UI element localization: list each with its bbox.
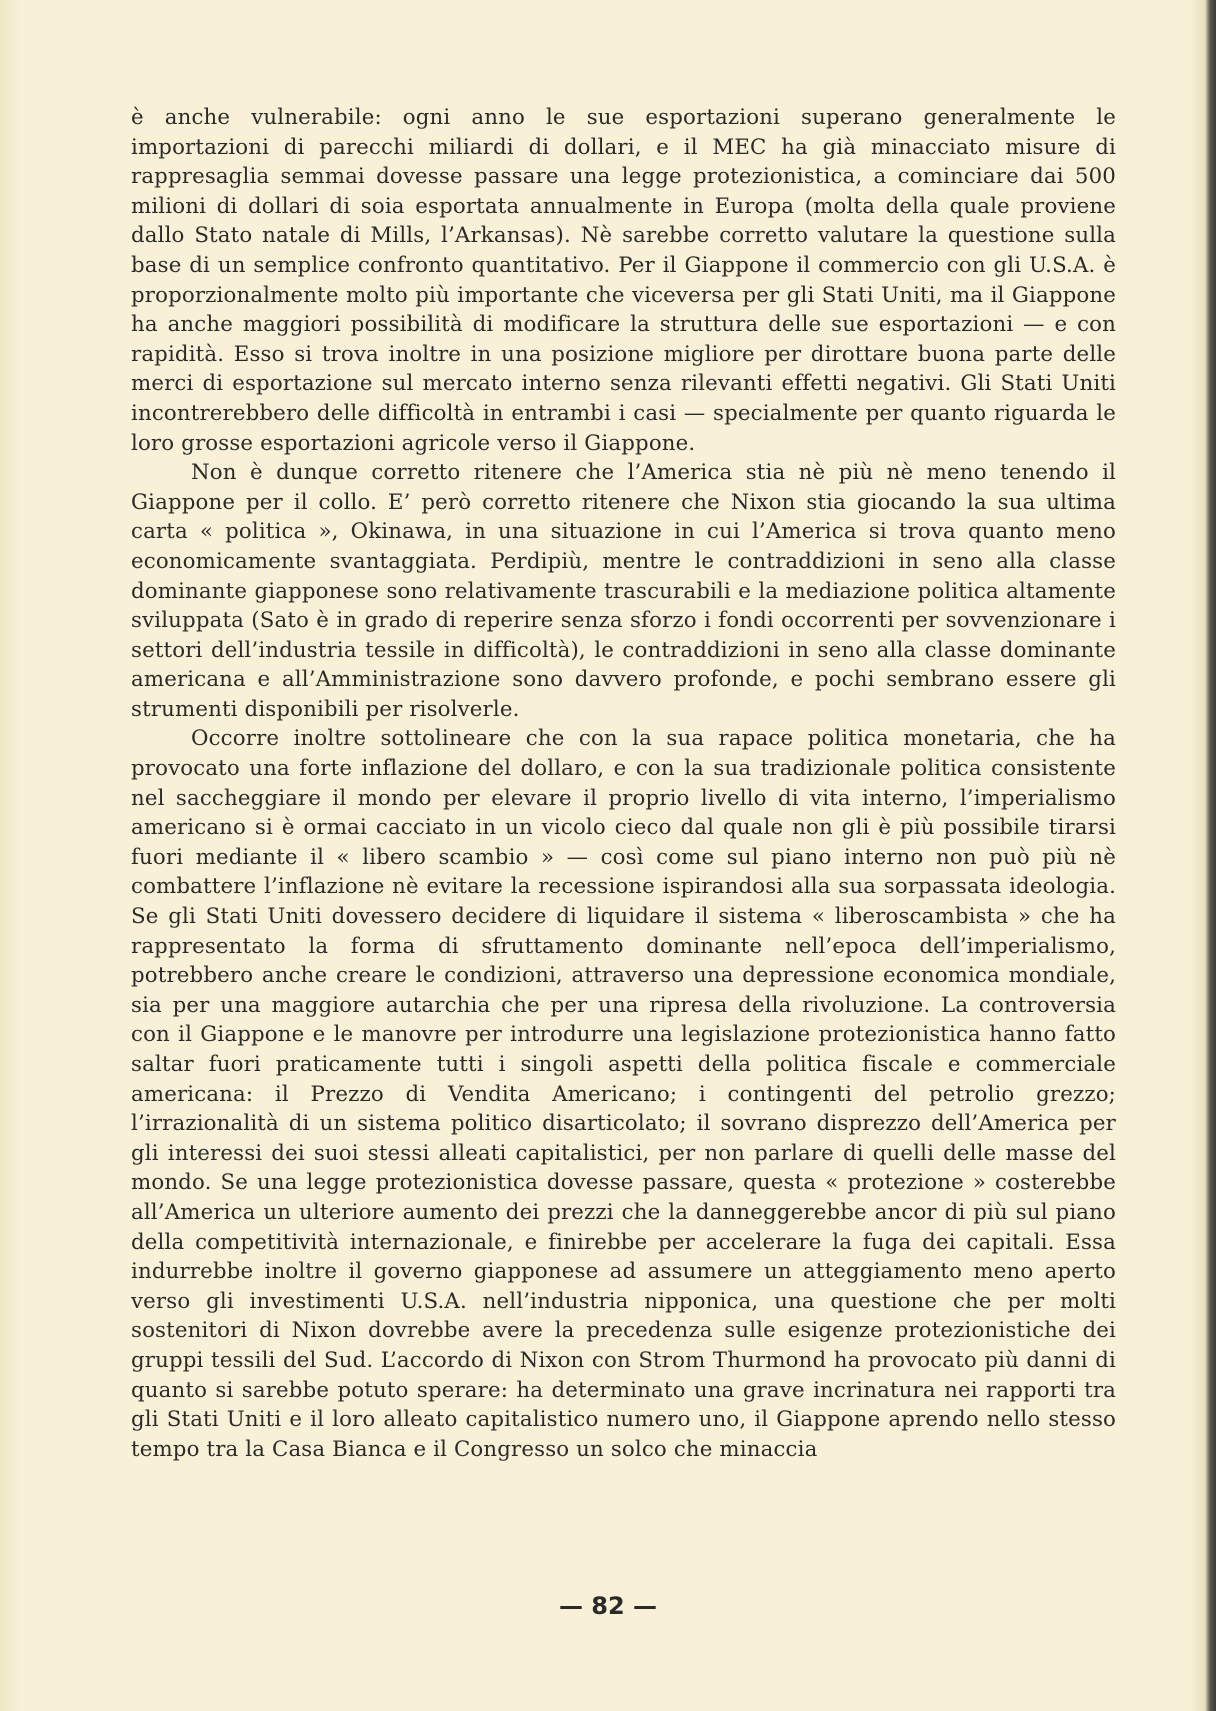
page-number: — 82 — bbox=[558, 1592, 658, 1620]
body-text bbox=[131, 103, 1116, 1464]
paragraph-2: Non è dunque corretto ritenere che l’America stia nè più nè meno tenendo il Giappone per il collo. E’ però corretto ritenere che Nixon stia giocando la sua ultima carta « politica », Okinawa, in una situazione in cui l’America si trova quanto meno economicamente svantaggiata. Perdipiù, mentre le contraddizioni in seno alla classe dominante giapponese sono relativamente trascurabili e la mediazione politica altamente sviluppata (Sato è in grado di reperire senza sforzo i fondi occorrenti per sovvenzionare i settori dell’industria tessile in difficoltà), le contraddizioni in seno alla classe dominante americana e all’Amministrazione sono davvero profonde, e pochi sembrano essere gli strumenti disponibili per risolverle. bbox=[131, 460, 1116, 722]
paragraph-3: Occorre inoltre sottolineare che con la sua rapace politica monetaria, che ha provocato una forte inflazione del dollaro, e con la sua tradizionale politica consistente nel saccheggiare il mondo per elevare il proprio livello di vita interno, l’imperialismo americano si è ormai cacciato in un vicolo cieco dal quale non gli è più possibile tirarsi fuori mediante il « libero scambio » — così come sul piano interno non può più nè combattere l’inflazione nè evitare la recessione ispirandosi alla sua sorpassata ideologia. Se gli Stati Uniti dovessero decidere di liquidare il sistema « liberoscambista » che ha rappresentato la forma di sfruttamento dominante nell’epoca dell’imperialismo, potrebbero anche creare le condizioni, attraverso una depressione economica mondiale, sia per una maggiore autarchia che per una ripresa della rivoluzione. La controversia con il Giappone e le manovre per introdurre una legislazione protezionistica hanno fatto saltar fuori praticamente tutti i singoli aspetti della politica fiscale e commerciale americana: il Prezzo di Vendita Americano; i contingenti del petrolio grezzo; l’irrazionalità di un sistema politico disarticolato; il sovrano disprezzo dell’America per gli interessi dei suoi stessi alleati capitalistici, per non parlare di quelli delle masse del mondo. Se una legge protezionistica dovesse passare, questa « protezione » costerebbe all’America un ulteriore aumento dei prezzi che la danneggerebbe ancor di più sul piano della competitività internazionale, e finirebbe per accelerare la fuga dei capitali. Essa indurrebbe inoltre il governo giapponese ad assumere un atteggiamento meno aperto verso gli investimenti U.S.A. nell’industria nipponica, una questione che per molti sostenitori di Nixon dovrebbe avere la precedenza sulle esigenze protezionistiche dei gruppi tessili del Sud. L’accordo di Nixon con Strom Thurmond ha provocato più danni di quanto si sarebbe potuto sperare: ha determinato una grave incrinatura nei rapporti tra gli Stati Uniti e il loro alleato capitalistico numero uno, il Giappone aprendo nello stesso tempo tra la Casa Bianca e il Congresso un solco che minaccia bbox=[131, 726, 1116, 1462]
paragraph-1: è anche vulnerabile: ogni anno le sue esportazioni superano generalmente le importazioni di parecchi miliardi di dollari, e il MEC ha già minacciato misure di rappresaglia semmai dovesse passare una legge protezionistica, a cominciare dai 500 milioni di dollari di soia esportata annualmente in Europa (molta della quale proviene dallo Stato natale di Mills, l’Arkansas). Nè sarebbe corretto valutare la questione sulla base di un semplice confronto quantitativo. Per il Giappone il commercio con gli U.S.A. è proporzionalmente molto più importante che viceversa per gli Stati Uniti, ma il Giappone ha anche maggiori possibilità di modificare la struttura delle sue esportazioni — e con rapidità. Esso si trova inoltre in una posizione migliore per dirottare buona parte delle merci di esportazione sul mercato interno senza rilevanti effetti negativi. Gli Stati Uniti incontrerebbero delle difficoltà in entrambi i casi — specialmente per quanto riguarda le loro grosse esportazioni agricole verso il Giappone. bbox=[131, 105, 1116, 456]
